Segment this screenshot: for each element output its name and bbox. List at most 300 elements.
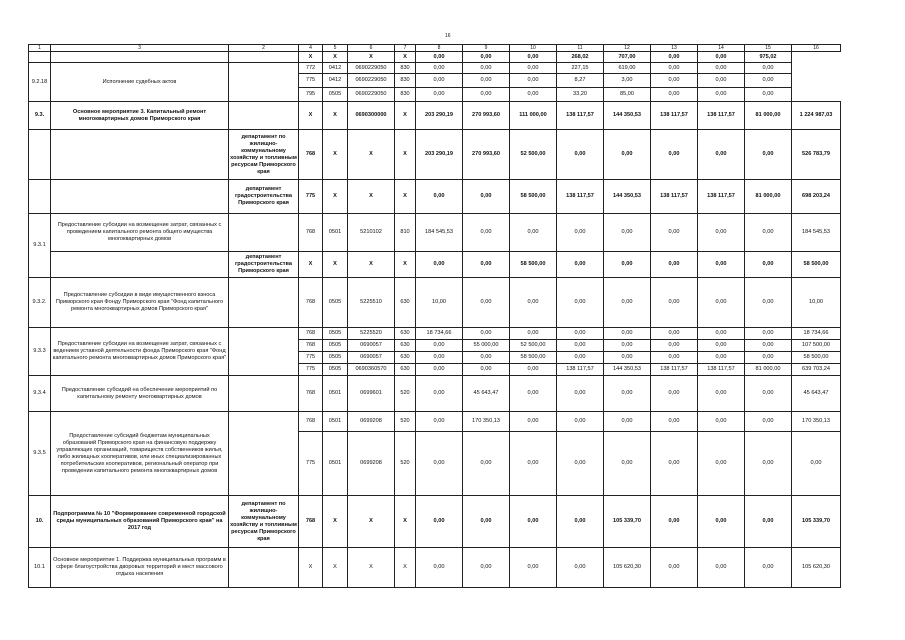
table-cell — [229, 102, 299, 130]
value-cell: 0,00 — [698, 214, 745, 252]
value-cell: 45 643,47 — [463, 376, 510, 412]
value-cell: 0,00 — [745, 376, 792, 412]
value-cell: 810 — [395, 214, 416, 252]
value-cell: X — [395, 130, 416, 180]
value-cell: 52 500,00 — [510, 340, 557, 352]
value-cell: 0,00 — [463, 74, 510, 88]
table-cell — [229, 278, 299, 328]
value-cell: 0690229050 — [348, 88, 395, 102]
value-cell: 0,00 — [510, 328, 557, 340]
value-cell: 0,00 — [557, 278, 604, 328]
value-cell: 138 117,57 — [698, 364, 745, 376]
value-cell: 184 545,53 — [416, 214, 463, 252]
value-cell: 170 350,13 — [792, 412, 841, 432]
value-cell: 0,00 — [416, 74, 463, 88]
value-cell: 105 339,70 — [604, 496, 651, 548]
value-cell: 81 000,00 — [745, 180, 792, 214]
value-cell: X — [323, 180, 348, 214]
value-cell: 0690229050 — [348, 74, 395, 88]
row-name: Предоставление субсидии в виде имущественного взноса Приморского края Фонду Приморского края "Фонд капитального ремонта многоквартирных домов Приморского края" — [51, 278, 229, 328]
value-cell: 0505 — [323, 328, 348, 340]
column-number: 11 — [557, 45, 604, 52]
row-number: 10.1 — [29, 548, 51, 588]
row-number: 9.3.5 — [29, 412, 51, 496]
value-cell: 0,00 — [651, 328, 698, 340]
value-cell: 0,00 — [745, 214, 792, 252]
value-cell: 0,00 — [745, 63, 792, 74]
value-cell: 775 — [299, 432, 323, 496]
value-cell: 795 — [299, 88, 323, 102]
value-cell: 81 000,00 — [745, 364, 792, 376]
column-number: 8 — [416, 45, 463, 52]
value-cell: 0,00 — [463, 88, 510, 102]
value-cell: 0,00 — [604, 340, 651, 352]
column-number: 12 — [604, 45, 651, 52]
value-cell: 0,00 — [698, 376, 745, 412]
value-cell: 0,00 — [745, 74, 792, 88]
value-cell: 144 350,53 — [604, 364, 651, 376]
value-cell: 830 — [395, 63, 416, 74]
value-cell: 81 000,00 — [745, 102, 792, 130]
value-cell: 33,20 — [557, 88, 604, 102]
value-cell: 0412 — [323, 63, 348, 74]
row-name: Исполнение судебных актов — [51, 63, 229, 102]
value-cell: X — [395, 180, 416, 214]
value-cell: 138 117,57 — [557, 102, 604, 130]
value-cell: 0,00 — [745, 352, 792, 364]
value-cell: 55 000,00 — [463, 340, 510, 352]
value-cell: 138 117,57 — [698, 102, 745, 130]
column-number: 16 — [792, 45, 841, 52]
value-cell: 58 500,00 — [510, 180, 557, 214]
value-cell: 0,00 — [745, 496, 792, 548]
value-cell: X — [395, 252, 416, 278]
value-cell: 0,00 — [651, 496, 698, 548]
value-cell: 0,00 — [604, 278, 651, 328]
value-cell: 0,00 — [463, 352, 510, 364]
value-cell: 0,00 — [698, 496, 745, 548]
table-row — [29, 376, 841, 412]
value-cell: 0,00 — [651, 252, 698, 278]
value-cell: 0,00 — [651, 130, 698, 180]
value-cell: 138 117,57 — [651, 364, 698, 376]
value-cell: 0412 — [323, 74, 348, 88]
table-cell — [229, 548, 299, 588]
value-cell: 0,00 — [745, 432, 792, 496]
value-cell: 768 — [299, 328, 323, 340]
value-cell: 0,00 — [463, 364, 510, 376]
column-number: 15 — [745, 45, 792, 52]
value-cell: 0,00 — [510, 432, 557, 496]
value-cell: 10,00 — [416, 278, 463, 328]
table-cell — [229, 328, 299, 376]
value-cell: 0699208 — [348, 432, 395, 496]
value-cell: 138 117,57 — [557, 364, 604, 376]
value-cell: 768 — [299, 214, 323, 252]
row-number: 10. — [29, 496, 51, 548]
value-cell: 0,00 — [604, 412, 651, 432]
value-cell: 0,00 — [745, 548, 792, 588]
value-cell: 0,00 — [698, 432, 745, 496]
value-cell: 85,00 — [604, 88, 651, 102]
value-cell: 0,00 — [651, 432, 698, 496]
table-cell — [229, 52, 299, 63]
row-number: 9.2.18 — [29, 63, 51, 102]
value-cell: 3,00 — [604, 74, 651, 88]
table-row — [29, 214, 841, 252]
value-cell: X — [299, 252, 323, 278]
value-cell: 639 703,24 — [792, 364, 841, 376]
value-cell: 0,00 — [651, 74, 698, 88]
value-cell: 0690360570 — [348, 364, 395, 376]
value-cell: 775 — [299, 352, 323, 364]
row-name: Предоставление субсидии на возмещение затрат, связанных с проведением капитального ремонта общего имущества многоквартирных домов — [51, 214, 229, 252]
value-cell: 0,00 — [510, 214, 557, 252]
value-cell: 768 — [299, 496, 323, 548]
row-name: Основное мероприятие 1. Поддержка муниципальных программ в сфере благоустройства дворовых территорий и мест массового отдыха населения — [51, 548, 229, 588]
value-cell: X — [348, 180, 395, 214]
table-cell — [229, 214, 299, 252]
value-cell: X — [395, 548, 416, 588]
value-cell: 0,00 — [510, 496, 557, 548]
value-cell: 0,00 — [745, 412, 792, 432]
value-cell: 0,00 — [416, 52, 463, 63]
value-cell: 0,00 — [463, 52, 510, 63]
value-cell: 0501 — [323, 376, 348, 412]
table-row — [29, 102, 841, 130]
value-cell: 0,00 — [510, 364, 557, 376]
value-cell: 144 350,53 — [604, 102, 651, 130]
column-number: 2 — [229, 45, 299, 52]
value-cell: 768 — [299, 412, 323, 432]
row-number: 9.3.2. — [29, 278, 51, 328]
value-cell: 630 — [395, 328, 416, 340]
column-number: 14 — [698, 45, 745, 52]
value-cell: 0,00 — [463, 278, 510, 328]
column-number: 6 — [348, 45, 395, 52]
value-cell: 0501 — [323, 412, 348, 432]
value-cell: 0,00 — [416, 340, 463, 352]
value-cell: 10,00 — [792, 278, 841, 328]
budget-table — [28, 44, 841, 588]
value-cell: X — [323, 130, 348, 180]
value-cell: 0,00 — [510, 412, 557, 432]
value-cell: 0505 — [323, 364, 348, 376]
value-cell: 707,00 — [604, 52, 651, 63]
column-number: 10 — [510, 45, 557, 52]
value-cell: 0,00 — [510, 278, 557, 328]
value-cell: 107 500,00 — [792, 340, 841, 352]
value-cell: 0,00 — [416, 88, 463, 102]
value-cell: 138 117,57 — [557, 180, 604, 214]
value-cell: 698 203,24 — [792, 180, 841, 214]
value-cell: X — [323, 496, 348, 548]
row-number: 9.3. — [29, 102, 51, 130]
value-cell: 0,00 — [557, 376, 604, 412]
column-number: 4 — [299, 45, 323, 52]
value-cell: 0,00 — [651, 412, 698, 432]
value-cell: 0,00 — [557, 432, 604, 496]
value-cell: 170 350,13 — [463, 412, 510, 432]
value-cell: 0,00 — [698, 328, 745, 340]
value-cell: 203 290,19 — [416, 130, 463, 180]
value-cell: 0,00 — [463, 328, 510, 340]
value-cell: 0,00 — [463, 496, 510, 548]
value-cell: 270 993,60 — [463, 102, 510, 130]
value-cell: 0,00 — [557, 328, 604, 340]
executor-name: департамент по жилищно-коммунальному хозяйству и топливным ресурсам Приморского края — [229, 496, 299, 548]
value-cell: 1 224 987,03 — [792, 102, 841, 130]
value-cell: 0,00 — [745, 278, 792, 328]
column-number: 9 — [463, 45, 510, 52]
value-cell: X — [348, 252, 395, 278]
row-number: 9.3.1 — [29, 214, 51, 278]
value-cell: 5225510 — [348, 278, 395, 328]
value-cell: 520 — [395, 412, 416, 432]
value-cell: 58 500,00 — [510, 352, 557, 364]
table-cell — [51, 252, 229, 278]
table-header-row — [29, 45, 841, 52]
table-row — [29, 52, 841, 63]
value-cell: 111 000,00 — [510, 102, 557, 130]
value-cell: 0,00 — [604, 352, 651, 364]
value-cell: 0,00 — [557, 548, 604, 588]
value-cell: 5210102 — [348, 214, 395, 252]
value-cell: 0,00 — [557, 352, 604, 364]
value-cell: 58 500,00 — [510, 252, 557, 278]
value-cell: 0505 — [323, 88, 348, 102]
value-cell: 0,00 — [416, 496, 463, 548]
table-cell — [229, 412, 299, 496]
value-cell: 0,00 — [698, 412, 745, 432]
value-cell: 105 620,30 — [604, 548, 651, 588]
table-cell — [51, 130, 229, 180]
table-row — [29, 130, 841, 180]
value-cell: 630 — [395, 278, 416, 328]
value-cell: 138 117,57 — [698, 180, 745, 214]
value-cell: X — [299, 52, 323, 63]
value-cell: 0,00 — [745, 88, 792, 102]
value-cell: 0501 — [323, 432, 348, 496]
value-cell: 0,00 — [698, 88, 745, 102]
value-cell: X — [395, 496, 416, 548]
value-cell: 138 117,57 — [651, 180, 698, 214]
table-row — [29, 63, 841, 74]
value-cell: 0,00 — [463, 548, 510, 588]
value-cell: 0690057 — [348, 352, 395, 364]
value-cell: 0501 — [323, 214, 348, 252]
value-cell: 0,00 — [604, 130, 651, 180]
value-cell: 0,00 — [416, 432, 463, 496]
column-number: 7 — [395, 45, 416, 52]
value-cell: 0,00 — [792, 432, 841, 496]
value-cell: 58 500,00 — [792, 252, 841, 278]
value-cell: 0699601 — [348, 376, 395, 412]
value-cell: 775 — [299, 364, 323, 376]
table-cell — [29, 180, 51, 214]
value-cell: 0,00 — [510, 52, 557, 63]
value-cell: 0,00 — [416, 252, 463, 278]
value-cell: 0,00 — [416, 180, 463, 214]
value-cell: 0,00 — [604, 432, 651, 496]
value-cell: 18 734,66 — [416, 328, 463, 340]
page-number: 16 — [445, 33, 451, 39]
value-cell: 0505 — [323, 278, 348, 328]
row-number: 9.3.4 — [29, 376, 51, 412]
table-cell — [29, 130, 51, 180]
value-cell: 105 620,30 — [792, 548, 841, 588]
column-number: 1 — [29, 45, 51, 52]
value-cell: 0,00 — [651, 376, 698, 412]
value-cell: 0,00 — [698, 340, 745, 352]
value-cell: 520 — [395, 432, 416, 496]
value-cell: 0,00 — [416, 412, 463, 432]
value-cell: X — [348, 548, 395, 588]
row-name: Предоставление субсидий бюджетам муниципальных образований Приморского края на финансовую поддержку управляющих организаций, товариществ собственников жилья, либо жилищных кооперативов, или иных специализированных потребительских кооперативов, региональный оператор при проведении капитального ремонта многоквартирных домов — [51, 412, 229, 496]
value-cell: 18 734,66 — [792, 328, 841, 340]
value-cell: 0,00 — [698, 252, 745, 278]
row-name: Предоставление субсидий на обеспечение мероприятий по капитальному ремонту многоквартирных домов — [51, 376, 229, 412]
value-cell: 0,00 — [745, 328, 792, 340]
value-cell: 0,00 — [416, 63, 463, 74]
value-cell: X — [323, 102, 348, 130]
column-number: 5 — [323, 45, 348, 52]
value-cell: 0,00 — [698, 74, 745, 88]
value-cell: 0,00 — [557, 252, 604, 278]
value-cell: 0,00 — [463, 180, 510, 214]
value-cell: 0,00 — [510, 548, 557, 588]
value-cell: 830 — [395, 88, 416, 102]
value-cell: 0699208 — [348, 412, 395, 432]
table-row — [29, 252, 841, 278]
value-cell: 0,00 — [463, 63, 510, 74]
value-cell: 0,00 — [604, 376, 651, 412]
value-cell: 768 — [299, 130, 323, 180]
table-row — [29, 328, 841, 340]
table-row — [29, 180, 841, 214]
value-cell: 0,00 — [557, 130, 604, 180]
value-cell: X — [348, 496, 395, 548]
table-cell — [229, 376, 299, 412]
value-cell: 0,00 — [557, 214, 604, 252]
value-cell: 0,00 — [510, 63, 557, 74]
table-cell — [51, 180, 229, 214]
value-cell: 768 — [299, 340, 323, 352]
row-name: Основное мероприятие 3. Капитальный ремонт многоквартирных домов Приморского края — [51, 102, 229, 130]
value-cell: 0,00 — [416, 376, 463, 412]
row-number: 9.3.3 — [29, 328, 51, 376]
value-cell: 0,00 — [651, 352, 698, 364]
value-cell: 0,00 — [698, 278, 745, 328]
value-cell: 8,27 — [557, 74, 604, 88]
value-cell: 775 — [299, 74, 323, 88]
value-cell: 975,02 — [745, 52, 792, 63]
value-cell: 0,00 — [510, 376, 557, 412]
value-cell: X — [395, 102, 416, 130]
value-cell: 0,00 — [698, 130, 745, 180]
value-cell: 0,00 — [557, 340, 604, 352]
table-row — [29, 278, 841, 328]
value-cell: 0,00 — [510, 74, 557, 88]
value-cell: 0,00 — [745, 252, 792, 278]
value-cell: 0,00 — [604, 252, 651, 278]
value-cell: 0,00 — [416, 352, 463, 364]
value-cell: 775 — [299, 180, 323, 214]
value-cell: X — [395, 52, 416, 63]
value-cell: 0,00 — [557, 496, 604, 548]
value-cell: 0,00 — [745, 130, 792, 180]
value-cell: 184 545,53 — [792, 214, 841, 252]
value-cell: 0,00 — [651, 278, 698, 328]
value-cell: 58 500,00 — [792, 352, 841, 364]
value-cell: 0,00 — [416, 364, 463, 376]
value-cell: 0,00 — [698, 63, 745, 74]
value-cell: X — [348, 130, 395, 180]
value-cell: 0,00 — [745, 340, 792, 352]
value-cell: 0690229050 — [348, 63, 395, 74]
table-cell — [229, 63, 299, 102]
value-cell: 227,15 — [557, 63, 604, 74]
table-row — [29, 412, 841, 432]
value-cell: X — [348, 52, 395, 63]
value-cell: 0,00 — [651, 214, 698, 252]
value-cell: 526 783,79 — [792, 130, 841, 180]
value-cell: 0,00 — [557, 412, 604, 432]
value-cell: 0,00 — [604, 328, 651, 340]
value-cell: 0,00 — [510, 88, 557, 102]
table-cell — [29, 52, 51, 63]
value-cell: 0,00 — [698, 352, 745, 364]
value-cell: 0,00 — [698, 52, 745, 63]
value-cell: 830 — [395, 74, 416, 88]
value-cell: 138 117,57 — [651, 102, 698, 130]
value-cell: 0505 — [323, 340, 348, 352]
value-cell: 768 — [299, 278, 323, 328]
value-cell: 144 350,53 — [604, 180, 651, 214]
value-cell: 0,00 — [604, 214, 651, 252]
value-cell: 105 339,70 — [792, 496, 841, 548]
value-cell: 203 290,19 — [416, 102, 463, 130]
row-name: Подпрограмма № 10 "Формирование современной городской среды муниципальных образований Приморского края" на 2017 год — [51, 496, 229, 548]
value-cell: 630 — [395, 340, 416, 352]
value-cell: 45 643,47 — [792, 376, 841, 412]
table-row — [29, 496, 841, 548]
value-cell: 0,00 — [416, 548, 463, 588]
value-cell: 619,00 — [604, 63, 651, 74]
value-cell: 0,00 — [698, 548, 745, 588]
table-cell — [51, 52, 229, 63]
value-cell: X — [299, 548, 323, 588]
value-cell: 520 — [395, 376, 416, 412]
executor-name: департамент градостроительства Приморского края — [229, 180, 299, 214]
value-cell: 0,00 — [651, 548, 698, 588]
value-cell: 52 500,00 — [510, 130, 557, 180]
table-row — [29, 548, 841, 588]
value-cell: 772 — [299, 63, 323, 74]
row-name: Предоставление субсидии на возмещение затрат, связанных с ведением уставной деятельности фонда Приморского края "Фонд капитального ремонта многоквартирных домов Приморского края" — [51, 328, 229, 376]
value-cell: 0690057 — [348, 340, 395, 352]
value-cell: 268,02 — [557, 52, 604, 63]
value-cell: 0505 — [323, 352, 348, 364]
executor-name: департамент по жилищно-коммунальному хозяйству и топливным ресурсам Приморского края — [229, 130, 299, 180]
column-number: 13 — [651, 45, 698, 52]
value-cell: 0,00 — [651, 52, 698, 63]
value-cell: X — [323, 252, 348, 278]
value-cell: 768 — [299, 376, 323, 412]
value-cell: 0,00 — [463, 252, 510, 278]
value-cell: X — [299, 102, 323, 130]
value-cell: X — [323, 52, 348, 63]
